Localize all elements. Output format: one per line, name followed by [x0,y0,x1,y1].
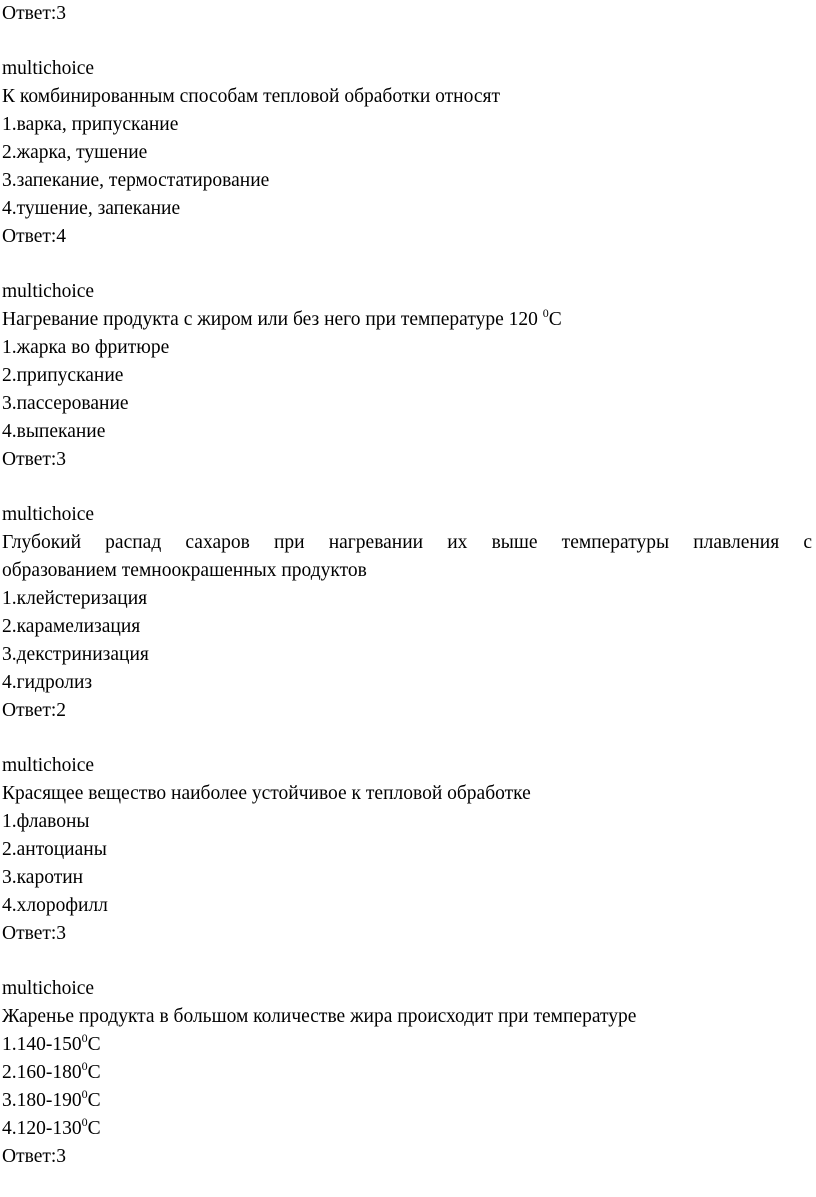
option: 1.варка, припускание [2,114,179,135]
option: 4.хлорофилл [2,895,108,916]
temperature-unit: С [87,1118,101,1139]
answer-line: Ответ:3 [2,923,67,944]
question-block [2,975,812,1171]
option: 3.каротин [2,867,84,888]
option: 1.флавоны [2,811,90,832]
question-text: Красящее вещество наиболее устойчивое к тепловой обработке [2,783,531,804]
question-block [2,752,812,948]
option-value: 4.120-130 [2,1118,82,1139]
spacer [2,725,812,752]
option: 2.припускание [2,365,124,386]
option [2,1059,812,1087]
question-type: multichoice [2,504,95,525]
question-text: К комбинированным способам тепловой обработки относят [2,86,500,107]
option-value: 1.140-150 [2,1034,82,1055]
question-text: Жаренье продукта в большом количестве жира происходит при температуре [2,1006,637,1027]
answer-line: Ответ:3 [2,3,67,24]
option: 4.гидролиз [2,672,93,693]
question-type: multichoice [2,58,95,79]
option: 1.клейстеризация [2,588,148,609]
answer-line: Ответ:2 [2,700,67,721]
spacer [2,28,812,55]
degree-superscript: 0 [81,1030,88,1045]
option [2,1031,812,1059]
spacer [2,474,812,501]
option: 2.антоцианы [2,839,107,860]
question-text-line: образованием темноокрашенных продуктов [2,560,367,581]
option: 3.запекание, термостатирование [2,170,270,191]
option: 3.декстринизация [2,644,149,665]
temperature-unit: С [87,1034,101,1055]
question-type: multichoice [2,281,95,302]
answer-line: Ответ:3 [2,1146,67,1167]
temperature-unit: С [87,1062,101,1083]
question-type: multichoice [2,755,95,776]
option: 3.пассерование [2,393,129,414]
option: 4.выпекание [2,421,106,442]
question-type: multichoice [2,978,95,999]
answer-line: Ответ:4 [2,226,67,247]
option: 1.жарка во фритюре [2,337,170,358]
degree-superscript: 0 [81,1058,88,1073]
spacer [2,948,812,975]
option-value: 3.180-190 [2,1090,82,1111]
temperature-unit: С [548,309,562,330]
option [2,1115,812,1143]
option: 2.карамелизация [2,616,141,637]
question-block [2,278,812,474]
option: 4.тушение, запекание [2,198,181,219]
option-value: 2.160-180 [2,1062,82,1083]
degree-superscript: 0 [542,305,549,320]
question-text [2,306,812,334]
option [2,1087,812,1115]
document-page [2,0,812,1171]
temperature-unit: С [87,1090,101,1111]
spacer [2,251,812,278]
question-text-main: Нагревание продукта с жиром или без него при температуре 120 [2,309,543,330]
degree-superscript: 0 [81,1114,88,1129]
answer-line: Ответ:3 [2,449,67,470]
option: 2.жарка, тушение [2,142,148,163]
question-text-line: Глубокий распад сахаров при нагревании их выше температуры плавления с [2,532,812,553]
question-block [2,501,812,725]
question-block [2,55,812,251]
degree-superscript: 0 [81,1086,88,1101]
